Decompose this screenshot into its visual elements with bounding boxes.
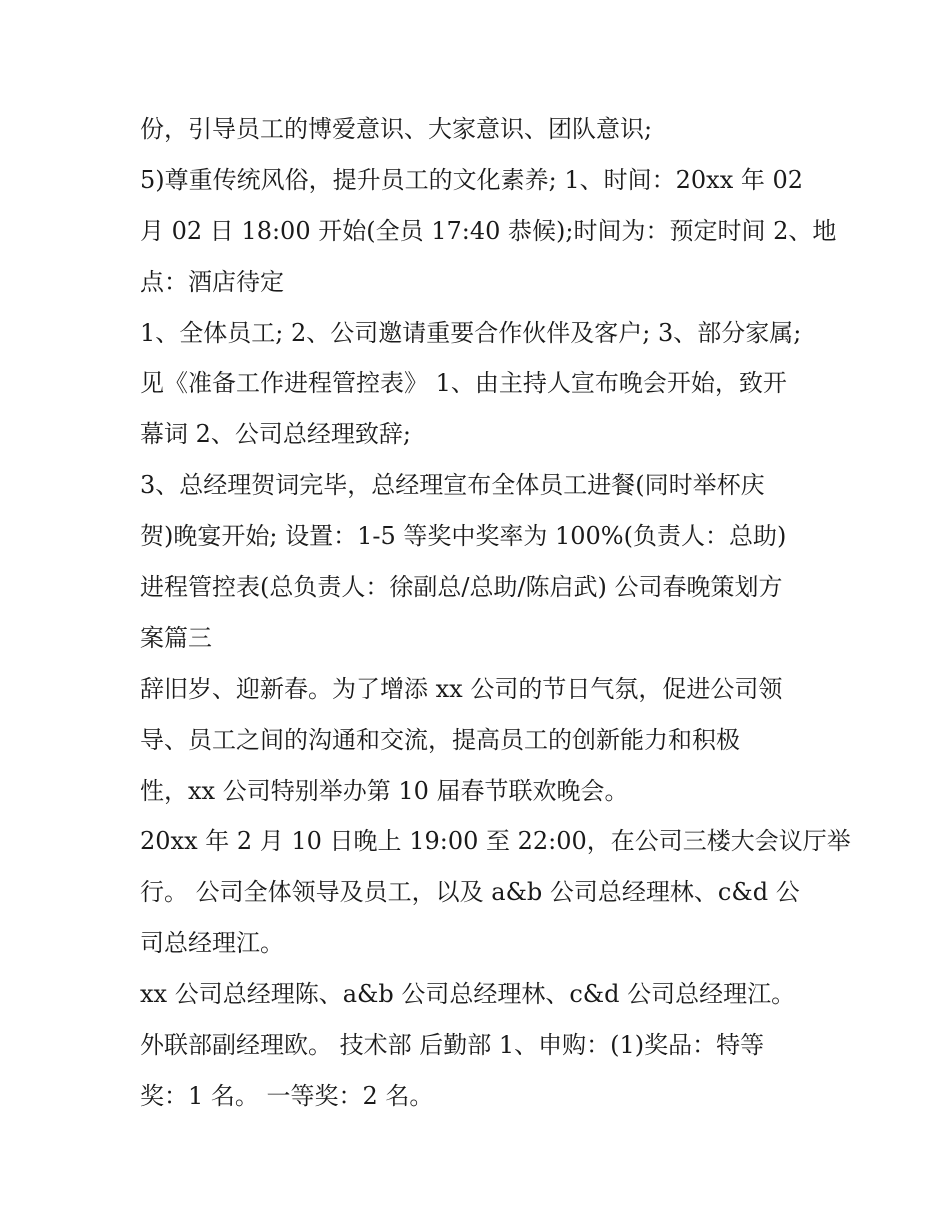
text-line: 奖：1 名。 一等奖：2 名。 — [140, 1081, 434, 1110]
text-line: 司总经理江。 — [140, 929, 284, 958]
text-line: 1、全体员工; 2、公司邀请重要合作伙伴及客户; 3、部分家属; — [140, 318, 802, 347]
text-line: 见《准备工作进程管控表》 1、由主持人宣布晚会开始，致开 — [140, 369, 787, 398]
text-line: 幕词 2、公司总经理致辞; — [140, 420, 411, 449]
text-line: 外联部副经理欧。 技术部 后勤部 1、申购：(1)奖品：特等 — [140, 1031, 765, 1060]
text-line: 导、员工之间的沟通和交流，提高员工的创新能力和积极 — [140, 725, 740, 754]
text-line: 点：酒店待定 — [140, 267, 284, 296]
text-line: 份，引导员工的博爱意识、大家意识、团队意识; — [140, 115, 653, 143]
text-line: 20xx 年 2 月 10 日晚上 19:00 至 22:00，在公司三楼大会议厅举 — [140, 827, 851, 856]
document-body — [140, 104, 851, 1122]
text-line: 辞旧岁、迎新春。为了增添 xx 公司的节日气氛，促进公司领 — [140, 674, 783, 703]
text-line: 5)尊重传统风俗，提升员工的文化素养; 1、时间：20xx 年 02 — [140, 165, 804, 194]
text-line: 月 02 日 18:00 开始(全员 17:40 恭候);时间为：预定时间 2、地 — [140, 216, 837, 245]
text-line: 进程管控表(总负责人：徐副总/总助/陈启武) 公司春晚策划方 — [140, 573, 783, 602]
text-line: 案篇三 — [140, 623, 212, 652]
text-line: 性，xx 公司特别举办第 10 届春节联欢晚会。 — [140, 776, 629, 805]
text-line: 3、总经理贺词完毕，总经理宣布全体员工进餐(同时举杯庆 — [140, 471, 765, 500]
text-line: xx 公司总经理陈、a&b 公司总经理林、c&d 公司总经理江。 — [140, 980, 796, 1009]
text-line: 行。 公司全体领导及员工，以及 a&b 公司总经理林、c&d 公 — [140, 878, 800, 907]
text-line: 贺)晚宴开始; 设置：1-5 等奖中奖率为 100%(负责人：总助) — [140, 522, 787, 551]
